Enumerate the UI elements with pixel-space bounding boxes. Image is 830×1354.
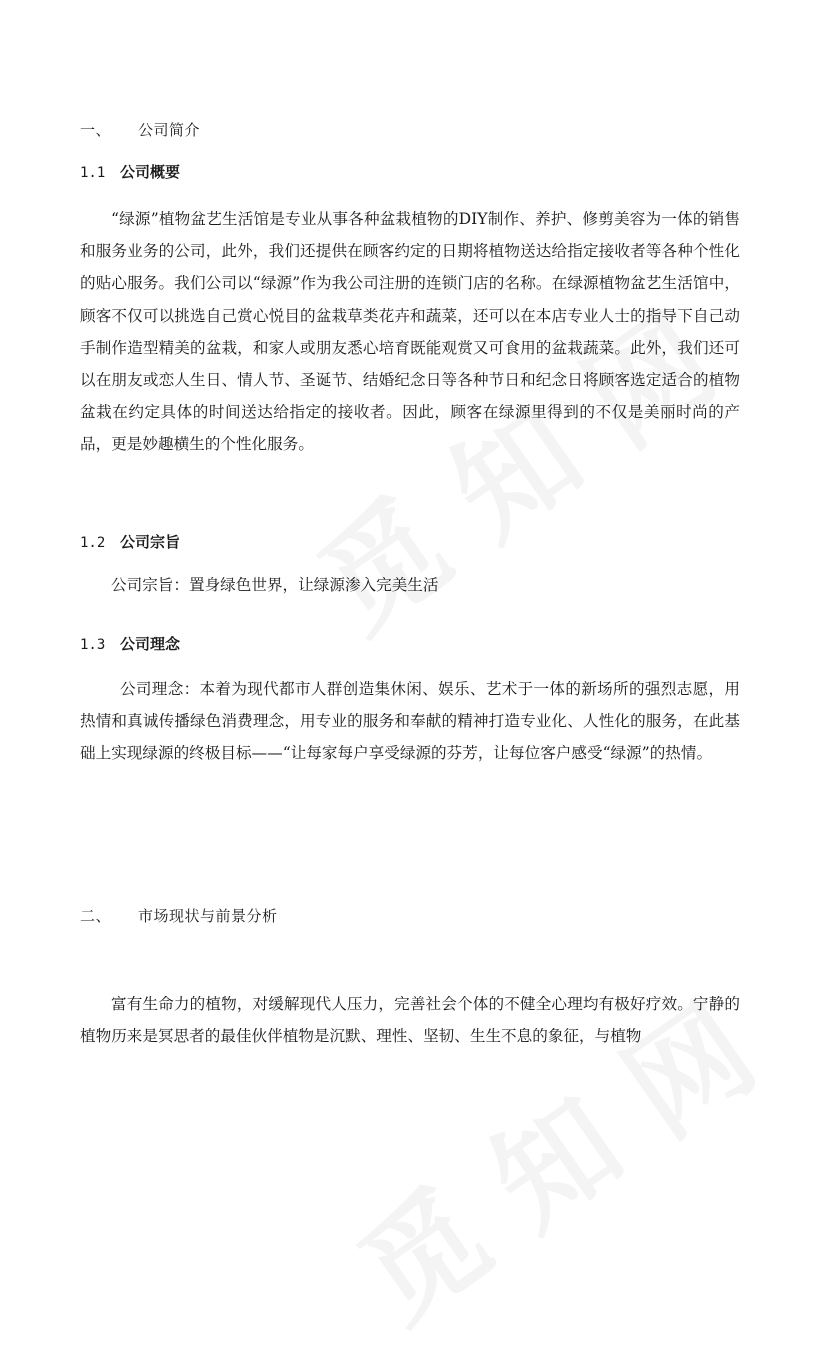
section-heading [80,905,278,926]
section-number: 二、 [80,907,112,925]
subsection-title: 公司概要 [120,163,181,181]
subsection-number: 1.2 [80,535,106,551]
subsection-title: 公司理念 [120,635,181,653]
subsection-heading [80,531,180,552]
subsection-number: 1.3 [80,637,106,653]
company-overview-paragraph: “绿源”植物盆艺生活馆是专业从事各种盆栽植物的DIY制作、养护、修剪美容为一体的销售和服务业务的公司，此外，我们还提供在顾客约定的日期将植物送达给指定接收者等各种个性化的贴心服务。我们公司以“绿源”作为我公司注册的连锁门店的名称。在绿源植物盆艺生活馆中，顾客不仅可以挑选自己赏心悦目的盆栽草类花卉和蔬菜，还可以在本店专业人士的指导下自己动手制作造型精美的盆栽，和家人或朋友悉心培育既能观赏又可食用的盆栽蔬菜。此外，我们还可以在朋友或恋人生日、情人节、圣诞节、结婚纪念日等各种节日和纪念日将顾客选定适合的植物盆栽在约定具体的时间送达给指定的接收者。因此，顾客在绿源里得到的不仅是美丽时尚的产品，更是妙趣横生的个性化服务。 [80,210,740,454]
market-analysis-paragraph: 富有生命力的植物，对缓解现代人压力，完善社会个体的不健全心理均有极好疗效。宁静的植物历来是冥思者的最佳伙伴植物是沉默、理性、坚韧、生生不息的象征，与植物 [80,995,740,1046]
company-purpose-text: 公司宗旨：置身绿色世界，让绿源渗入完美生活 [111,576,439,594]
section-heading [80,119,200,140]
subsection-heading [80,633,180,654]
section-title: 市场现状与前景分析 [138,907,278,925]
company-philosophy-paragraph: 公司理念：本着为现代都市人群创造集休闲、娱乐、艺术于一体的新场所的强烈志愿，用热情和真诚传播绿色消费理念，用专业的服务和奉献的精神打造专业化、人性化的服务，在此基础上实现绿源的终极目标——“让每家每户享受绿源的芬芳，让每位客户感受“绿源”的热情。 [80,680,740,763]
section-title: 公司简介 [138,121,201,139]
subsection-title: 公司宗旨 [120,533,181,551]
subsection-heading [80,161,180,182]
section-number: 一、 [80,121,112,139]
subsection-number: 1.1 [80,165,106,181]
